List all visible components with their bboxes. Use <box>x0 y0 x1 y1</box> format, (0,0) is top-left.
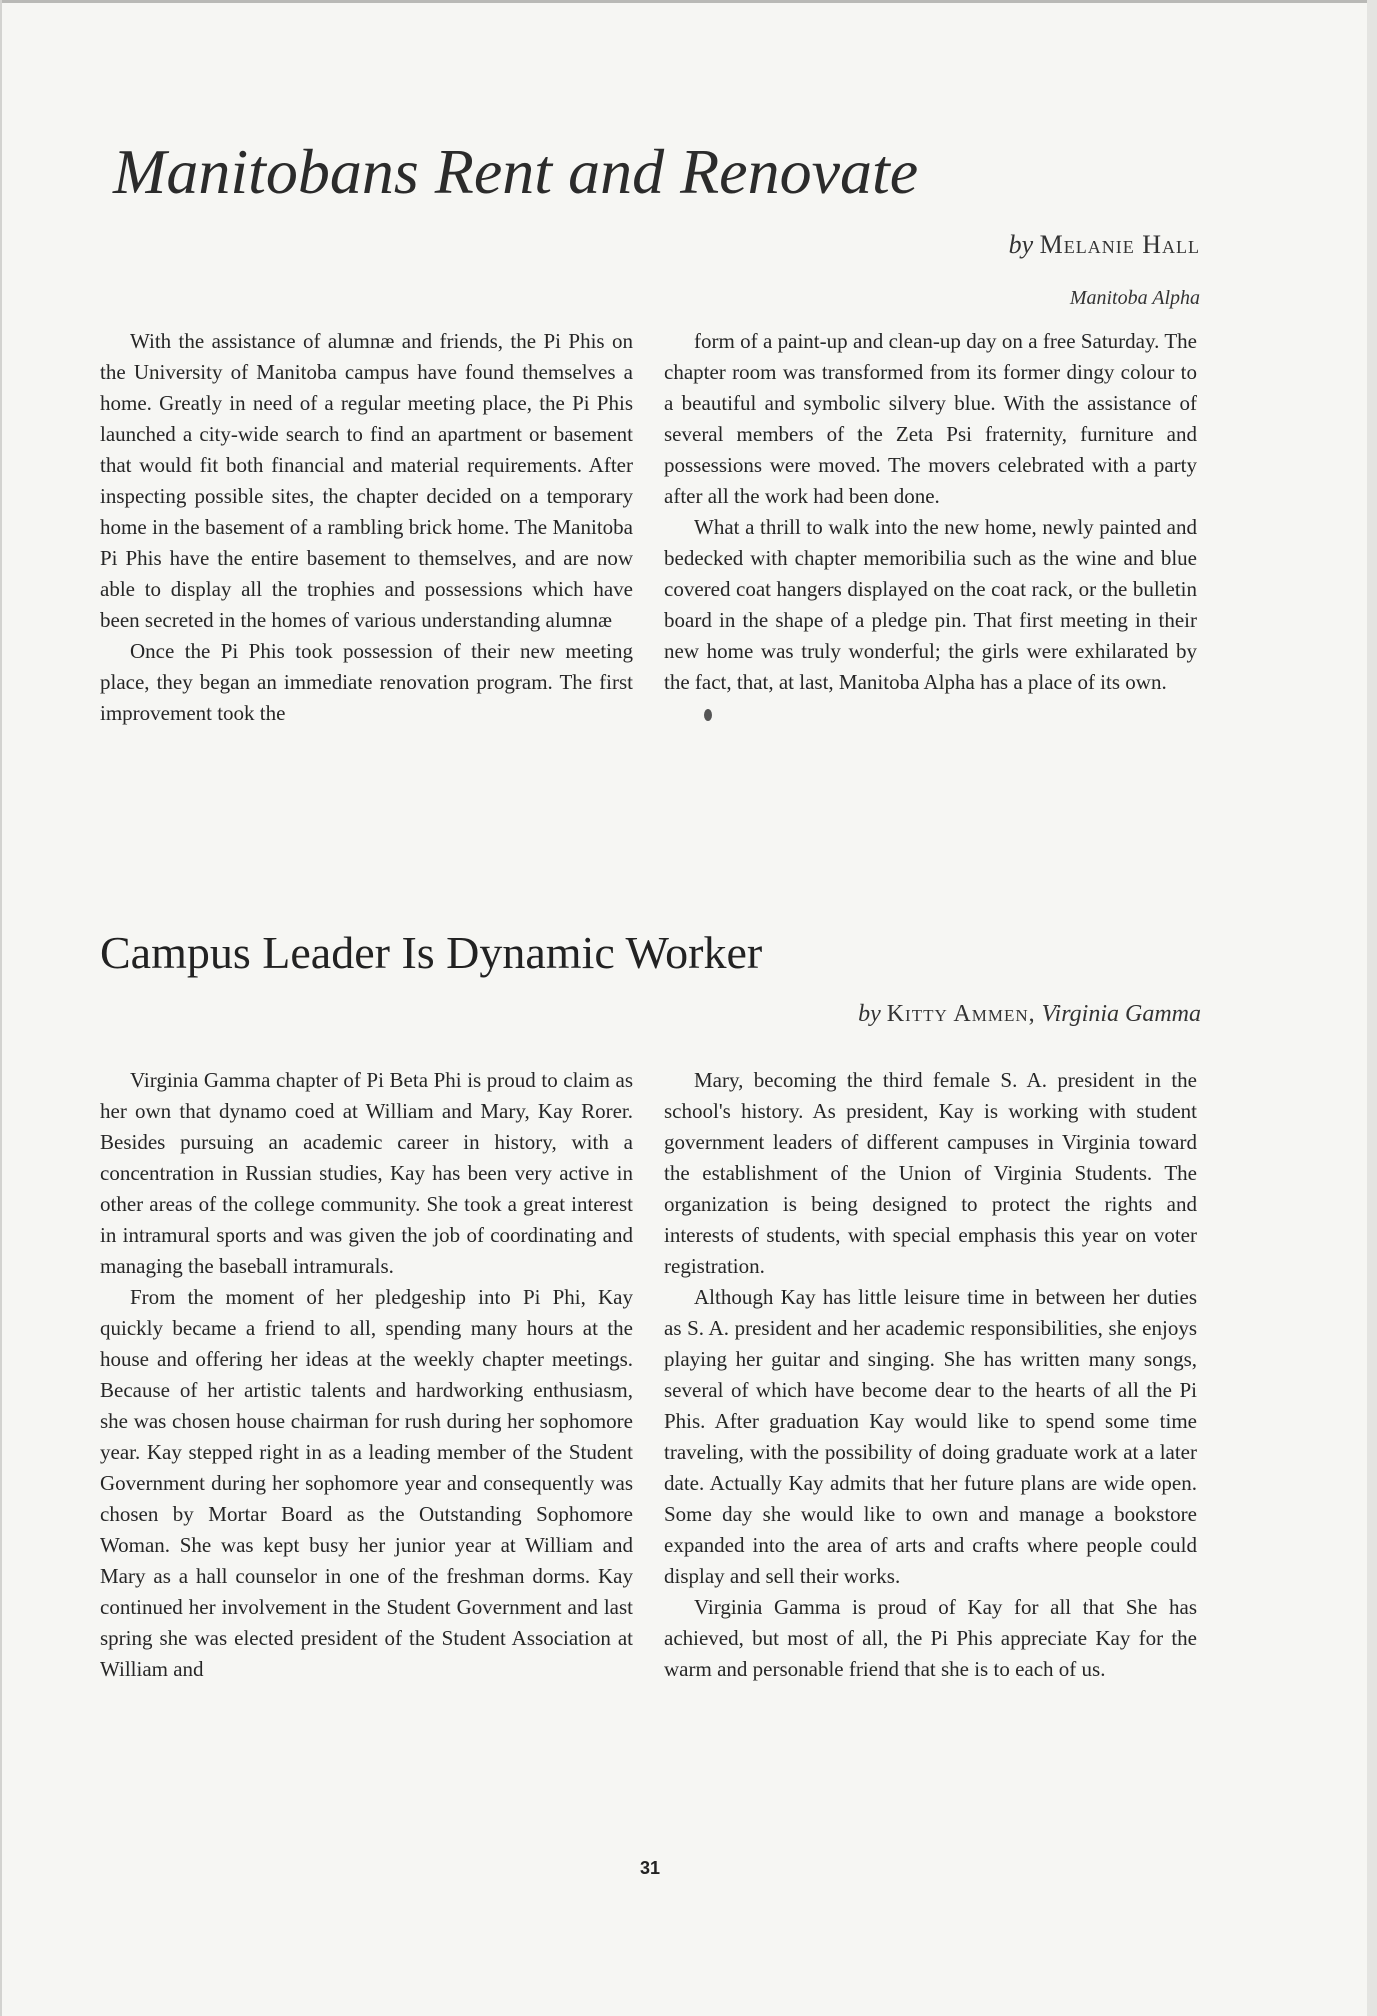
article1-title: Manitobans Rent and Renovate <box>113 136 919 207</box>
article1-paragraph: What a thrill to walk into the new home, newly painted and bedecked with chapter memoribilia such as the wine and blue covered coat hangers displayed on the coat rack, or the bulletin board in the shape of a pledge pin. That first meeting in their new home was truly wonderful; the girls were exhilarated by the fact, that, at last, Manitoba Alpha has a place of its own. <box>664 515 1197 694</box>
article2-paragraph: Virginia Gamma is proud of Kay for all that She has achieved, but most of all, the Pi Phis appreciate Kay for the warm and personable friend that she is to each of us. <box>664 1595 1197 1681</box>
article1-byline <box>600 232 1200 258</box>
article1-paragraph: form of a paint-up and clean-up day on a free Saturday. The chapter room was transformed from its former dingy colour to a beautiful and symbolic silvery blue. With the assistance of several members of the Zeta Psi fraternity, furniture and possessions were moved. The movers celebrated with a party after all the work had been done. <box>664 329 1197 508</box>
article2-paragraph: Although Kay has little leisure time in between her duties as S. A. president and her academic responsibilities, she enjoys playing her guitar and singing. She has written many songs, several of which have become dear to the hearts of all the Pi Phis. After graduation Kay would like to spend some time traveling, with the possibility of doing graduate work at a later date. Actually Kay admits that her future plans are wide open. Some day she would like to own and manage a bookstore expanded into the area of arts and crafts where people could display and sell their works. <box>664 1285 1197 1588</box>
article2-by: by <box>858 1001 881 1027</box>
end-mark-icon <box>704 709 712 721</box>
article2-column-left <box>100 1065 633 1685</box>
scan-edge-top <box>0 0 1377 3</box>
article2-title: Campus Leader Is Dynamic Worker <box>100 927 763 978</box>
article1-affiliation: Manitoba Alpha <box>1069 287 1200 309</box>
article2-paragraph: Virginia Gamma chapter of Pi Beta Phi is proud to claim as her own that dynamo coed at William and Mary, Kay Rorer. Besides pursuing an academic career in history, with a concentration in Russian studies, Kay has been very active in other areas of the college community. She took a great interest in intramural sports and was given the job of coordinating and managing the baseball intramurals. <box>100 1068 633 1278</box>
scan-edge-left <box>0 0 2 2016</box>
article1-by: by <box>1008 230 1034 259</box>
article2-author: Kitty Ammen, <box>886 1001 1036 1027</box>
article2-chapter: Virginia Gamma <box>1041 1001 1201 1027</box>
page-number: 31 <box>639 1858 661 1878</box>
article1-paragraph: With the assistance of alumnæ and friends, the Pi Phis on the University of Manitoba campus have found themselves a home. Greatly in need of a regular meeting place, the Pi Phis launched a city-wide search to find an apartment or basement that would fit both financial and material requirements. After inspecting possible sites, the chapter decided on a temporary home in the basement of a rambling brick home. The Manitoba Pi Phis have the entire basement to themselves, and are now able to display all the trophies and possessions which have been secreted in the homes of various understanding alumnæ <box>100 329 633 632</box>
article1-column-left <box>100 326 633 729</box>
article2-column-right <box>664 1065 1197 1685</box>
article2-paragraph: From the moment of her pledgeship into Pi Phi, Kay quickly became a friend to all, spending many hours at the house and offering her ideas at the weekly chapter meetings. Because of her artistic talents and hardworking enthusiasm, she was chosen house chairman for rush during her sophomore year. Kay stepped right in as a leading member of the Student Government during her sophomore year and consequently was chosen by Mortar Board as the Outstanding Sophomore Woman. She was kept busy her junior year at William and Mary as a hall counselor in one of the freshman dorms. Kay continued her involvement in the Student Government and last spring she was elected president of the Student Association at William and <box>100 1285 633 1681</box>
article1-author: Melanie Hall <box>1039 230 1200 259</box>
article2-byline <box>501 1002 1201 1026</box>
article1-paragraph: Once the Pi Phis took possession of their new meeting place, they began an immediate renovation program. The first improvement took the <box>100 639 633 725</box>
scan-edge-right <box>1367 0 1377 2016</box>
article1-column-right <box>664 326 1197 729</box>
article2-paragraph: Mary, becoming the third female S. A. president in the school's history. As president, Kay is working with student government leaders of different campuses in Virginia toward the establishment of the Union of Virginia Students. The organization is being designed to protect the rights and interests of students, with special emphasis this year on voter registration. <box>664 1068 1197 1278</box>
